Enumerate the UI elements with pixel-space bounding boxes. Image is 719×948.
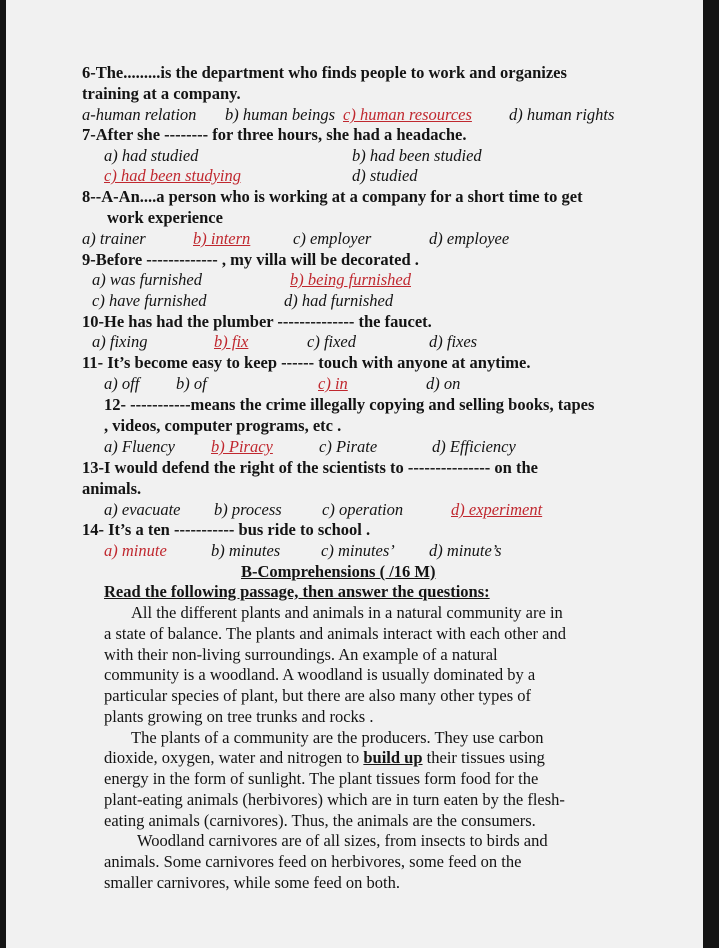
q12-option-c: c) Pirate <box>319 437 378 456</box>
q13-option-b: b) process <box>214 500 282 519</box>
question-7-options-row2 <box>6 165 703 187</box>
passage-text: plant-eating animals (herbivores) which are in turn eaten by the flesh- <box>104 790 565 809</box>
q8-stem-line1: 8--A-An....a person who is working at a company for a short time to get <box>82 187 583 206</box>
question-9-stem <box>6 249 703 271</box>
question-10-stem <box>6 311 703 333</box>
q11-option-b: b) of <box>176 374 207 393</box>
passage-line <box>6 644 703 666</box>
q8-option-b-answer: b) intern <box>193 229 251 248</box>
q10-option-a: a) fixing <box>92 332 148 351</box>
comprehension-heading-row <box>6 561 703 583</box>
q6-stem-line1: 6-The.........is the department who finds people to work and organizes <box>82 63 567 82</box>
question-14-stem <box>6 519 703 541</box>
question-12-options <box>6 436 703 458</box>
passage-line <box>6 685 703 707</box>
q7-option-c-answer: c) had been studying <box>104 166 242 185</box>
q13-option-a: a) evacuate <box>104 500 181 519</box>
question-6-options <box>6 104 703 126</box>
passage-text: All the different plants and animals in a natural community are in <box>131 603 563 622</box>
question-9-options-row2 <box>6 290 703 312</box>
q7-stem: 7-After she -------- for three hours, she had a headache. <box>82 125 467 144</box>
q11-stem: 11- It’s become easy to keep ------ touch with anyone at anytime. <box>82 353 531 372</box>
question-6-stem <box>6 62 703 84</box>
question-8-stem <box>6 186 703 208</box>
passage-line <box>6 727 703 749</box>
q12-stem-line1: 12- -----------means the crime illegally copying and selling books, tapes <box>104 395 595 414</box>
passage-text: energy in the form of sunlight. The plant tissues form food for the <box>104 769 539 788</box>
passage-line <box>6 872 703 894</box>
q9-stem: 9-Before ------------- , my villa will be decorated . <box>82 250 419 269</box>
passage-line <box>6 830 703 852</box>
passage-text: community is a woodland. A woodland is usually dominated by a <box>104 665 536 684</box>
q7-option-b: b) had been studied <box>352 146 482 165</box>
q9-option-b-answer: b) being furnished <box>290 270 411 289</box>
q11-option-c-answer: c) in <box>318 374 348 393</box>
passage-text: their tissues using <box>422 748 545 767</box>
question-12-stem <box>6 394 703 416</box>
passage-text-line8 <box>104 747 545 769</box>
question-7-options-row1 <box>6 145 703 167</box>
question-11-options <box>6 373 703 395</box>
q8-option-c: c) employer <box>293 229 372 248</box>
reading-instruction: Read the following passage, then answer the questions: <box>104 582 490 601</box>
passage-line <box>6 747 703 769</box>
q14-option-a-answer: a) minute <box>104 541 167 560</box>
passage-text: smaller carnivores, while some feed on both. <box>104 873 400 892</box>
question-6-stem-cont <box>6 83 703 105</box>
question-8-stem-cont <box>6 207 703 229</box>
q6-option-c-answer: c) human resources <box>343 105 472 124</box>
q12-option-a: a) Fluency <box>104 437 176 456</box>
passage-text: with their non-living surroundings. An example of a natural <box>104 645 498 664</box>
q14-stem: 14- It’s a ten ----------- bus ride to school . <box>82 520 371 539</box>
q10-stem: 10-He has had the plumber -------------- the faucet. <box>82 312 432 331</box>
passage-text: plants growing on tree trunks and rocks . <box>104 707 374 726</box>
q7-option-d: d) studied <box>352 166 418 185</box>
q6-option-a: a-human relation <box>82 105 197 124</box>
q6-option-d: d) human rights <box>509 105 615 124</box>
q7-option-a: a) had studied <box>104 146 199 165</box>
question-14-options <box>6 540 703 562</box>
passage-text: The plants of a community are the producers. They use carbon <box>131 728 544 747</box>
passage-text: eating animals (carnivores). Thus, the animals are the consumers. <box>104 811 536 830</box>
question-10-options <box>6 331 703 353</box>
question-9-options-row1 <box>6 269 703 291</box>
q13-stem-line1: 13-I would defend the right of the scientists to --------------- on the <box>82 458 538 477</box>
comprehension-heading: B-Comprehensions ( /16 M) <box>241 562 436 581</box>
q9-option-c: c) have furnished <box>92 291 207 310</box>
q9-option-d: d) had furnished <box>284 291 394 310</box>
q13-stem-line2: animals. <box>82 479 142 498</box>
question-8-options <box>6 228 703 250</box>
question-13-options <box>6 499 703 521</box>
passage-text: a state of balance. The plants and animals interact with each other and <box>104 624 566 643</box>
q13-option-c: c) operation <box>322 500 404 519</box>
passage-line <box>6 602 703 624</box>
passage-line <box>6 789 703 811</box>
worksheet-page <box>6 0 703 948</box>
q11-option-d: d) on <box>426 374 461 393</box>
q8-option-d: d) employee <box>429 229 510 248</box>
question-12-stem-cont <box>6 415 703 437</box>
q14-option-c: c) minutes’ <box>321 541 395 560</box>
passage-line <box>6 851 703 873</box>
q10-option-d: d) fixes <box>429 332 478 351</box>
question-13-stem-cont <box>6 478 703 500</box>
question-13-stem <box>6 457 703 479</box>
q8-option-a: a) trainer <box>82 229 146 248</box>
q13-option-d-answer: d) experiment <box>451 500 543 519</box>
question-7-stem <box>6 124 703 146</box>
passage-line <box>6 664 703 686</box>
passage-line <box>6 706 703 728</box>
q14-option-d: d) minute’s <box>429 541 502 560</box>
q10-option-b-answer: b) fix <box>214 332 249 351</box>
passage-line <box>6 768 703 790</box>
q6-stem-line2: training at a company. <box>82 84 241 103</box>
underlined-phrase: build up <box>363 748 423 767</box>
q9-option-a: a) was furnished <box>92 270 203 289</box>
question-11-stem <box>6 352 703 374</box>
passage-text: particular species of plant, but there are also many other types of <box>104 686 532 705</box>
q8-stem-line2: work experience <box>107 208 223 227</box>
q10-option-c: c) fixed <box>307 332 357 351</box>
q12-stem-line2: , videos, computer programs, etc . <box>104 416 342 435</box>
passage-text: Woodland carnivores are of all sizes, from insects to birds and <box>137 831 548 850</box>
q14-option-b: b) minutes <box>211 541 281 560</box>
passage-text: dioxide, oxygen, water and nitrogen to <box>104 748 364 767</box>
q12-option-d: d) Efficiency <box>432 437 516 456</box>
instruction-row <box>6 581 703 603</box>
q11-option-a: a) off <box>104 374 140 393</box>
passage-line <box>6 810 703 832</box>
q12-option-b-answer: b) Piracy <box>211 437 273 456</box>
passage-text: animals. Some carnivores feed on herbivores, some feed on the <box>104 852 522 871</box>
passage-line <box>6 623 703 645</box>
q6-option-b: b) human beings <box>225 105 335 124</box>
